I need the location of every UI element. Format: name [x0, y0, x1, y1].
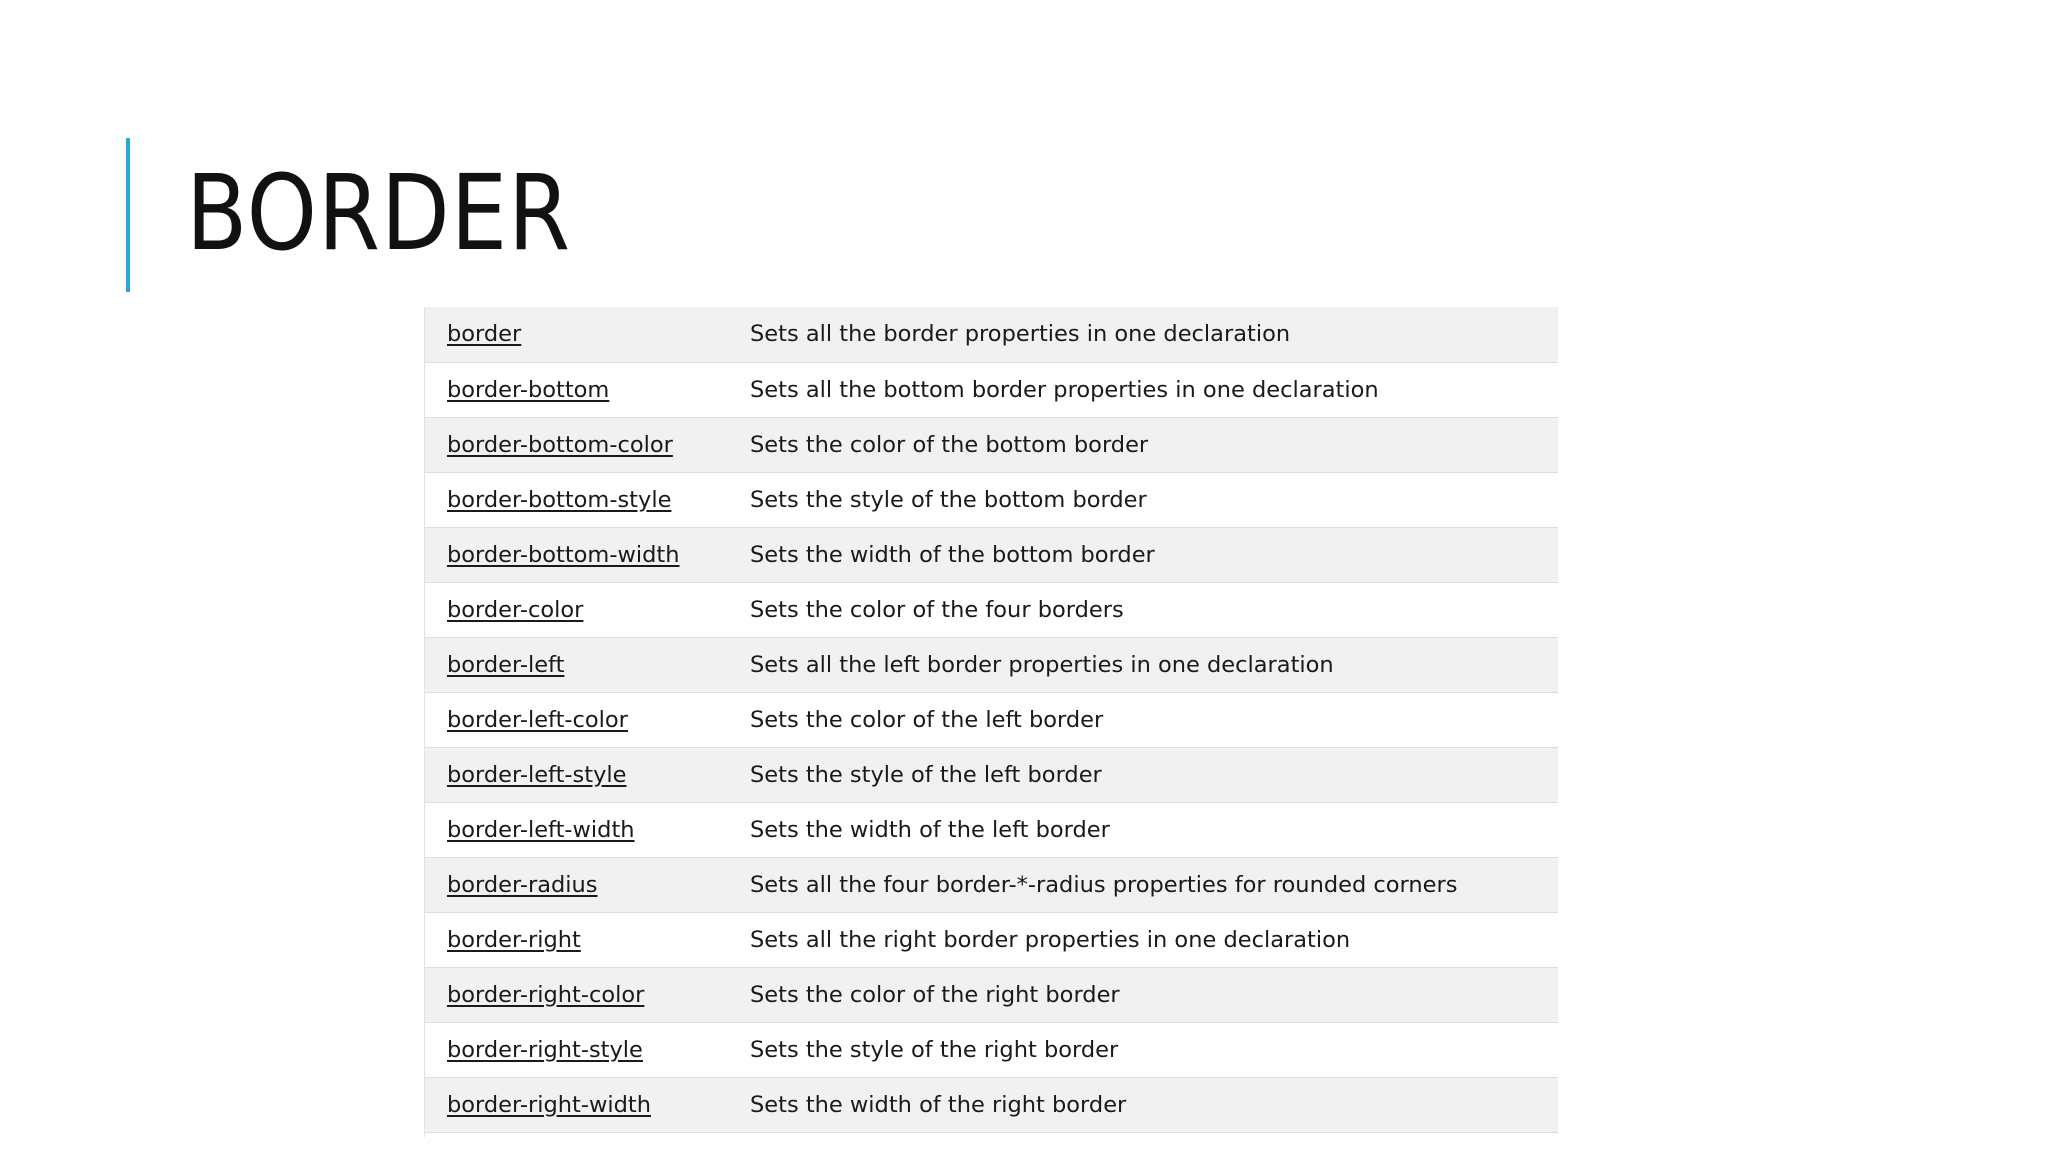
table-row [425, 307, 1558, 362]
table-row [425, 912, 1558, 967]
property-cell [425, 857, 746, 912]
property-link[interactable]: border-radius [447, 871, 598, 898]
property-cell [425, 967, 746, 1022]
property-cell [425, 1022, 746, 1077]
property-link[interactable]: border-right-width [447, 1091, 651, 1118]
table-row [425, 692, 1558, 747]
property-cell [425, 417, 746, 472]
description-cell: Sets all the left border properties in one declaration [746, 637, 1558, 692]
table-row [425, 802, 1558, 857]
table-row [425, 967, 1558, 1022]
property-cell [425, 637, 746, 692]
table-row [425, 472, 1558, 527]
property-link[interactable]: border-bottom-color [447, 431, 673, 458]
description-cell: Sets the width of the left border [746, 802, 1558, 857]
property-cell [425, 527, 746, 582]
property-link[interactable]: border-right-style [447, 1036, 643, 1063]
description-cell: Sets the color of the right border [746, 967, 1558, 1022]
table-row [425, 362, 1558, 417]
property-cell [425, 362, 746, 417]
description-cell: Sets the color of the left border [746, 692, 1558, 747]
property-link[interactable]: border-bottom-style [447, 486, 672, 513]
description-cell: Sets all the four border-*-radius properties for rounded corners [746, 857, 1558, 912]
table-row [425, 527, 1558, 582]
description-cell: Sets the style of the right border [746, 1022, 1558, 1077]
description-cell: Sets the style of the bottom border [746, 472, 1558, 527]
description-cell: Sets the color of the bottom border [746, 417, 1558, 472]
description-cell: Sets all the bottom border properties in one declaration [746, 362, 1558, 417]
property-link[interactable]: border-left-color [447, 706, 628, 733]
description-cell: Sets the width of the bottom border [746, 527, 1558, 582]
property-cell [425, 802, 746, 857]
description-cell: Sets the color of the four borders [746, 582, 1558, 637]
description-cell: Sets all the right border properties in one declaration [746, 912, 1558, 967]
property-link[interactable]: border-left-style [447, 761, 627, 788]
property-cell [425, 912, 746, 967]
property-link[interactable]: border [447, 321, 522, 348]
table-row [425, 417, 1558, 472]
property-link[interactable]: border-color [447, 596, 584, 623]
description-cell: Sets all the border properties in one declaration [746, 307, 1558, 362]
border-properties-table [424, 307, 1558, 1137]
property-cell [425, 582, 746, 637]
table-row [425, 1077, 1558, 1132]
table-row [425, 582, 1558, 637]
property-cell [425, 747, 746, 802]
property-table [425, 307, 1558, 1133]
property-link[interactable]: border-bottom-width [447, 541, 680, 568]
property-link[interactable]: border-left [447, 651, 565, 678]
property-cell [425, 692, 746, 747]
property-cell [425, 307, 746, 362]
table-row [425, 1022, 1558, 1077]
slide-title: BORDER [186, 152, 572, 274]
title-accent-bar [126, 138, 130, 292]
property-link[interactable]: border-bottom [447, 376, 610, 403]
property-link[interactable]: border-left-width [447, 816, 635, 843]
table-body [425, 307, 1558, 1132]
property-link[interactable]: border-right-color [447, 981, 645, 1008]
table-row [425, 857, 1558, 912]
description-cell: Sets the width of the right border [746, 1077, 1558, 1132]
property-cell [425, 1077, 746, 1132]
description-cell: Sets the style of the left border [746, 747, 1558, 802]
table-row [425, 637, 1558, 692]
property-link[interactable]: border-right [447, 926, 581, 953]
property-cell [425, 472, 746, 527]
table-row [425, 747, 1558, 802]
